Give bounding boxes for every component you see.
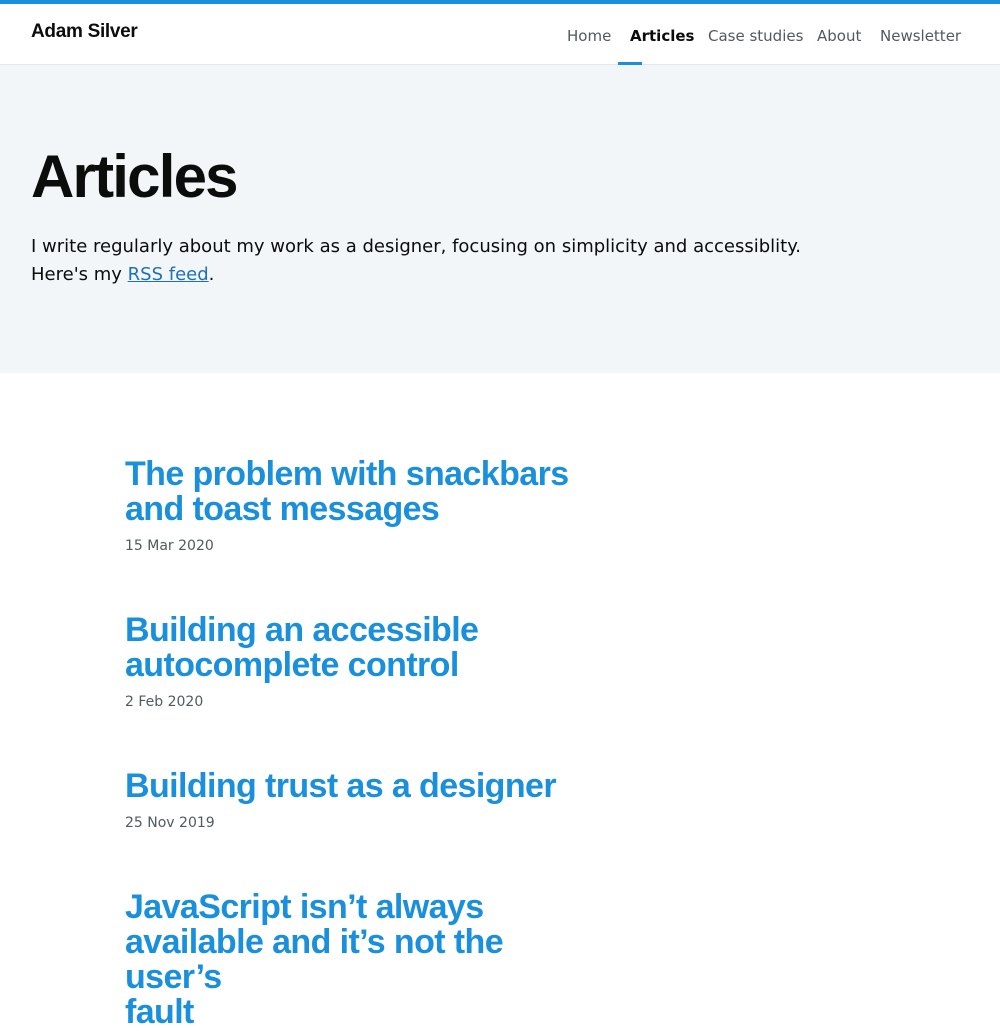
intro-suffix: . xyxy=(208,264,215,285)
rss-feed-link[interactable]: RSS feed xyxy=(127,264,209,285)
article-item xyxy=(125,890,605,1030)
nav-about-label: About xyxy=(817,27,862,45)
page-intro xyxy=(31,233,851,289)
article-title-line: and toast messages xyxy=(125,490,440,528)
article-title-link[interactable] xyxy=(125,890,605,1030)
page-hero xyxy=(0,65,1000,373)
article-item xyxy=(125,457,605,554)
article-title-line: JavaScript isn’t always xyxy=(125,888,484,926)
article-title-line: Building an accessible xyxy=(125,611,479,649)
article-date: 2 Feb 2020 xyxy=(125,694,204,710)
article-item xyxy=(125,613,605,710)
nav-home-label: Home xyxy=(567,27,612,45)
intro-line-1: I write regularly about my work as a designer, focusing on simplicity and accessiblity. xyxy=(31,236,802,257)
site-header xyxy=(0,4,1000,65)
site-logo[interactable]: Adam Silver xyxy=(31,21,138,42)
article-title-line: fault xyxy=(125,993,194,1031)
intro-prefix: Here's my xyxy=(31,264,128,285)
page-title: Articles xyxy=(31,143,237,210)
article-title-line: autocomplete control xyxy=(125,646,459,684)
article-date: 15 Mar 2020 xyxy=(125,538,214,554)
article-title-line: available and it’s not the user’s xyxy=(125,923,504,996)
article-title-link[interactable] xyxy=(125,613,605,683)
article-date: 25 Nov 2019 xyxy=(125,815,215,831)
nav-case-studies-label: Case studies xyxy=(708,27,804,45)
article-title-line: The problem with snackbars xyxy=(125,455,569,493)
article-title-line: Building trust as a designer xyxy=(125,767,556,805)
article-item xyxy=(125,769,605,831)
article-title-link[interactable] xyxy=(125,769,605,804)
article-title-link[interactable] xyxy=(125,457,605,527)
nav-newsletter-label: Newsletter xyxy=(880,27,962,45)
nav-articles-label: Articles xyxy=(630,27,695,45)
